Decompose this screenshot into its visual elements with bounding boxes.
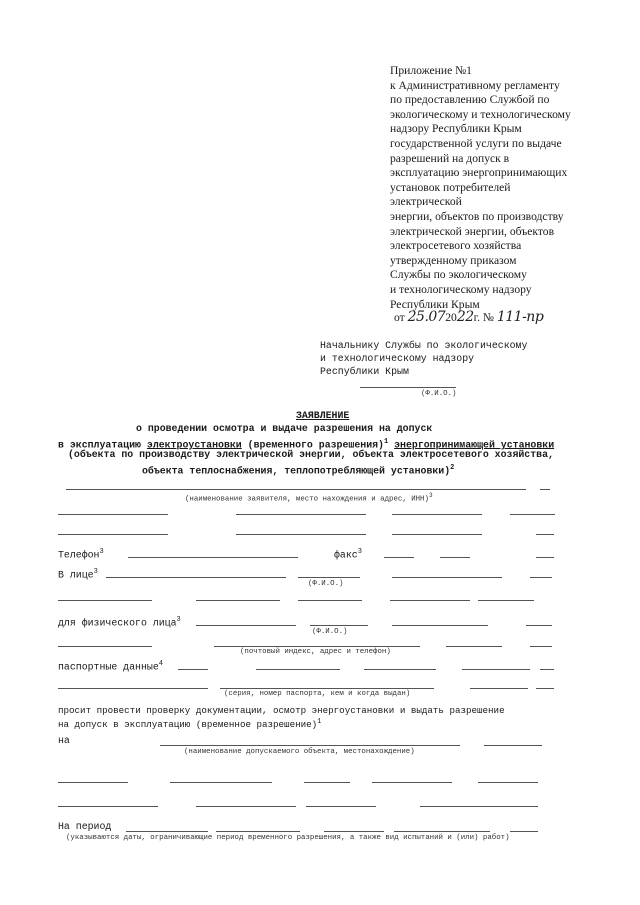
appendix-line: к Административному регламенту — [390, 78, 560, 92]
postal-line-c[interactable] — [446, 646, 502, 647]
passport-field-3[interactable] — [364, 669, 436, 670]
appendix-line: и технологическому надзору — [390, 282, 532, 296]
appendix-line: энергии, объектов по производству — [390, 209, 564, 223]
request-line-1: просит провести проверку документации, осмотр энергоустановки и выдать разрешение — [58, 705, 505, 716]
request-line-2-text: на допуск в эксплуатацию (временное разрешение) — [58, 719, 318, 731]
passport-line-2a[interactable] — [58, 688, 208, 689]
person-field-2[interactable] — [298, 577, 360, 578]
individual-label-text: для физического лица — [58, 617, 177, 629]
period-label: На период — [58, 821, 112, 832]
applicant-line-3a[interactable] — [58, 534, 168, 535]
appendix-line: электросетевого хозяйства — [390, 239, 522, 253]
appendix-line: разрешений на допуск в — [390, 151, 510, 165]
appendix-line: электрической энергии, объектов — [390, 224, 555, 238]
period-field-2[interactable] — [216, 831, 300, 832]
person-field-end[interactable] — [530, 577, 552, 578]
object-field-end[interactable] — [484, 745, 542, 746]
period-field[interactable] — [126, 831, 208, 832]
passport-field-4[interactable] — [462, 669, 530, 670]
object-line-2c[interactable] — [304, 782, 350, 783]
object-line-2a[interactable] — [58, 782, 128, 783]
order-date-handwritten: 25.07 — [407, 309, 446, 325]
applicant-line-2d[interactable] — [510, 514, 555, 515]
passport-field-end[interactable] — [540, 669, 554, 670]
title-energy-receiving: энергопринимающей установки — [394, 439, 555, 451]
appendix-line: электрической — [390, 195, 462, 209]
applicant-line-2c[interactable] — [392, 514, 482, 515]
object-line-2d[interactable] — [372, 782, 452, 783]
appendix-line: Республики Крым — [390, 297, 480, 311]
period-field-4[interactable] — [394, 831, 490, 832]
applicant-field-line[interactable] — [66, 489, 526, 490]
object-line-3a[interactable] — [58, 806, 158, 807]
individual-field-2[interactable] — [310, 625, 368, 626]
applicant-caption — [185, 492, 433, 503]
object-line-2b[interactable] — [170, 782, 272, 783]
appendix-line: установок потребителей — [390, 180, 511, 194]
footnote-mark: 3 — [93, 568, 98, 576]
fax-label — [334, 546, 362, 561]
individual-caption: (Ф.И.О.) — [312, 628, 348, 636]
applicant-line-3c[interactable] — [392, 534, 482, 535]
appendix-line: утвержденному приказом — [390, 253, 517, 267]
person-label-text: В лице — [58, 569, 94, 581]
addressee-line: и технологическому надзору — [320, 353, 475, 364]
person-line-2a[interactable] — [58, 600, 152, 601]
addressee-line: Республики Крым — [320, 366, 409, 377]
applicant-line-3b[interactable] — [236, 534, 366, 535]
passport-caption: (серия, номер паспорта, кем и когда выдан) — [224, 690, 411, 698]
phone-field[interactable] — [128, 557, 298, 558]
applicant-caption-text: (наименование заявителя, место нахождения и адрес, ИНН) — [185, 495, 429, 504]
person-line-2e[interactable] — [478, 600, 534, 601]
footnote-mark: 3 — [176, 616, 181, 624]
addressee-fio-caption: (Ф.И.О.) — [421, 390, 457, 398]
passport-label — [58, 658, 163, 673]
document-heading: ЗАЯВЛЕНИЕ — [296, 410, 350, 421]
order-year-suffix: г. № — [473, 311, 494, 324]
person-line-2c[interactable] — [298, 600, 362, 601]
footnote-mark: 1 — [317, 718, 322, 726]
period-caption: (указываются даты, ограничивающие период временного разрешения, а также вид испытаний и (или) работ) — [66, 834, 510, 842]
applicant-field-line-end[interactable] — [540, 489, 550, 490]
period-field-3[interactable] — [324, 831, 384, 832]
object-caption: (наименование допускаемого объекта, местонахождение) — [184, 748, 415, 756]
person-line-2d[interactable] — [390, 600, 470, 601]
individual-label — [58, 614, 181, 629]
appendix-line: Приложение №1 — [390, 64, 472, 77]
object-line-3c[interactable] — [306, 806, 376, 807]
individual-field[interactable] — [196, 625, 296, 626]
applicant-line-2a[interactable] — [58, 514, 168, 515]
order-prefix: от — [394, 311, 405, 324]
appendix-line: по предоставлению Службой по — [390, 93, 550, 107]
footnote-mark: 3 — [99, 548, 104, 556]
fax-field-2[interactable] — [440, 557, 470, 558]
person-caption: (Ф.И.О.) — [308, 580, 344, 588]
request-line-2 — [58, 717, 321, 730]
period-field-5[interactable] — [510, 831, 538, 832]
title-temporary-permit: (временного разрешения) — [247, 439, 384, 451]
order-year-printed: 20 — [445, 311, 457, 324]
fax-label-text: факс — [334, 549, 358, 561]
order-year-handwritten: 22 — [456, 309, 474, 325]
person-line-2b[interactable] — [196, 600, 280, 601]
phone-label — [58, 546, 104, 561]
footnote-mark: 1 — [383, 438, 389, 446]
postal-line-a[interactable] — [58, 646, 152, 647]
object-line-2e[interactable] — [478, 782, 538, 783]
title-electroinstallation: электроустановки — [146, 439, 242, 451]
footnote-mark: 3 — [357, 548, 362, 556]
appendix-line: государственной услуги по выдаче — [390, 136, 562, 150]
title-line-4-text: объекта теплоснабжения, теплопотребляющей установки) — [142, 465, 451, 477]
object-line-3d[interactable] — [420, 806, 538, 807]
appendix-block — [390, 64, 610, 312]
passport-label-text: паспортные данные — [58, 661, 159, 673]
footnote-mark: 4 — [158, 660, 163, 668]
person-label — [58, 566, 98, 581]
passport-line-2c[interactable] — [470, 688, 528, 689]
title-in-exploitation: в эксплуатацию — [58, 439, 141, 451]
postal-line-d[interactable] — [530, 646, 552, 647]
individual-field-3[interactable] — [392, 625, 488, 626]
footnote-mark: 3 — [428, 492, 433, 499]
object-field[interactable] — [160, 745, 460, 746]
title-line-3: (объекта по производству электрической энергии, объекта электросетевого хозяйства, — [68, 449, 554, 460]
appendix-line: экологическому и технологическому — [390, 107, 571, 121]
order-number-handwritten: 111-пр — [496, 309, 544, 325]
passport-line-2d[interactable] — [536, 688, 554, 689]
order-reference — [394, 309, 543, 325]
passport-line-2b[interactable] — [220, 688, 434, 689]
on-label: на — [58, 735, 70, 746]
passport-field-2[interactable] — [256, 669, 340, 670]
postal-caption: (почтовый индекс, адрес и телефон) — [240, 648, 391, 656]
addressee-line: Начальнику Службы по экологическому — [320, 340, 528, 351]
person-field[interactable] — [106, 577, 286, 578]
postal-line-b[interactable] — [214, 646, 420, 647]
fax-field[interactable] — [384, 557, 414, 558]
addressee-fio-line[interactable] — [360, 387, 456, 388]
appendix-line: надзору Республики Крым — [390, 122, 522, 136]
footnote-mark: 2 — [450, 464, 455, 472]
title-line-1: о проведении осмотра и выдаче разрешения на допуск — [136, 423, 433, 434]
appendix-line: Службы по экологическому — [390, 268, 527, 282]
passport-field[interactable] — [178, 669, 208, 670]
title-line-4 — [142, 462, 454, 477]
appendix-line: эксплуатацию энергопринимающих — [390, 166, 568, 180]
individual-field-end[interactable] — [526, 625, 552, 626]
person-field-3[interactable] — [392, 577, 502, 578]
applicant-line-3d[interactable] — [536, 534, 554, 535]
fax-field-end[interactable] — [536, 557, 554, 558]
object-line-3b[interactable] — [196, 806, 296, 807]
phone-label-text: Телефон — [58, 549, 100, 561]
applicant-line-2b[interactable] — [236, 514, 366, 515]
